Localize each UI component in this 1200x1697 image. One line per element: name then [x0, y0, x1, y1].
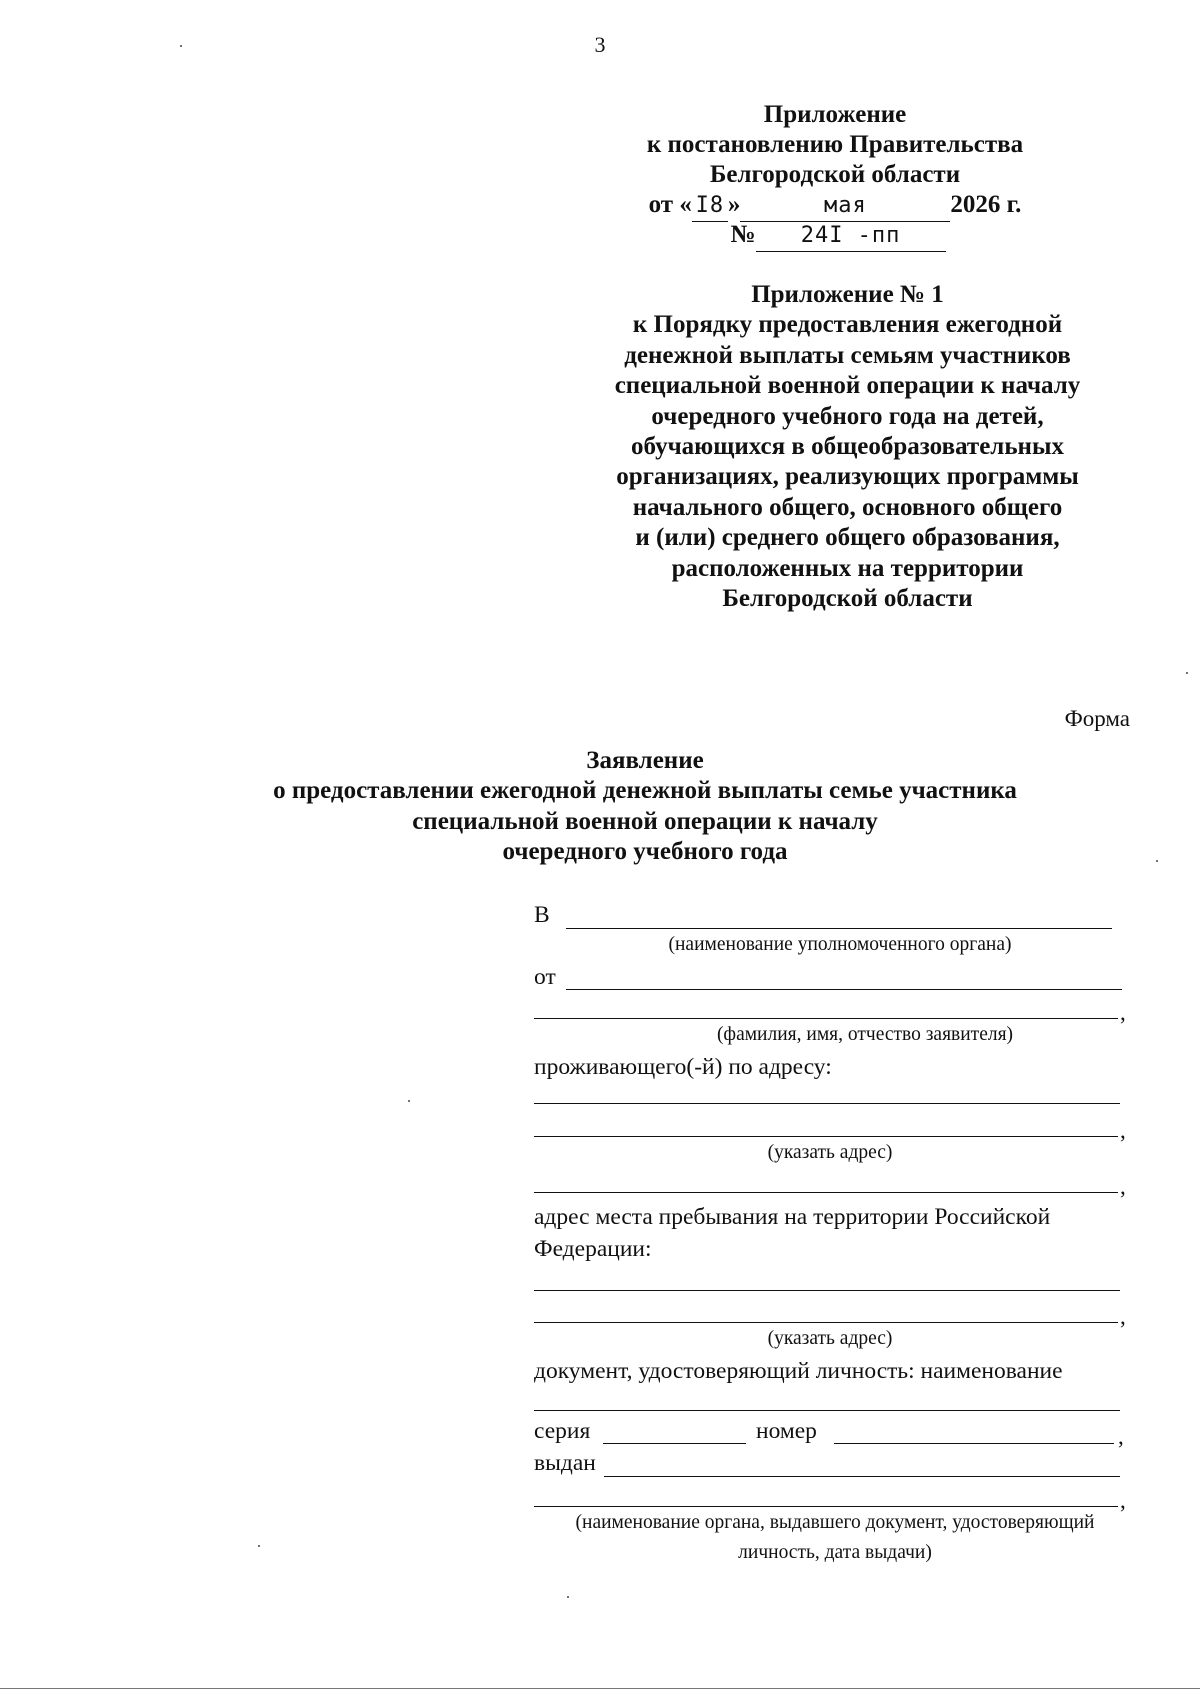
from-comma: , [1120, 1000, 1126, 1025]
statement-line: о предоставлении ежегодной денежной выплаты семье участника [273, 777, 1017, 805]
appendix-line: очередного учебного года на детей, [651, 402, 1044, 430]
scan-speck [180, 45, 182, 47]
id-document-label: документ, удостоверяющий личность: наименование [534, 1358, 1063, 1384]
document-number-field[interactable] [834, 1443, 1114, 1444]
appendix-line: Белгородской области [722, 585, 973, 613]
statement-title: Заявление [586, 747, 704, 774]
date-day-field: I8 [692, 191, 728, 222]
scan-speck [567, 1596, 569, 1598]
appendix-line: денежной выплаты семьям участников [624, 341, 1071, 369]
residence-label: проживающего(-й) по адресу: [534, 1054, 832, 1080]
stay-address-field-2[interactable] [534, 1322, 1118, 1323]
appendix-line: специальной военной операции к началу [614, 372, 1081, 400]
issued-by-field-2[interactable] [534, 1506, 1118, 1507]
decree-header [560, 100, 1110, 250]
issued-comma: , [1120, 1488, 1126, 1513]
issued-caption-line-1: (наименование органа, выдавшего документ, удостоверяющий [575, 1512, 1095, 1533]
issued-label: выдан [534, 1450, 596, 1476]
statement-title-block [200, 746, 1090, 868]
header-date-line [560, 190, 1110, 220]
appendix-1-block [575, 280, 1120, 614]
appendix-line: к Порядку предоставления ежегодной [632, 311, 1063, 339]
scan-speck [1186, 672, 1188, 674]
scan-speck [258, 1545, 260, 1547]
date-month-field: мая [740, 191, 950, 222]
scan-speck [1156, 860, 1158, 862]
stay-caption: (указать адрес) [767, 1328, 893, 1349]
residence-comma: , [1120, 1118, 1126, 1143]
stay-comma: , [1120, 1304, 1126, 1329]
series-label: серия [534, 1418, 591, 1444]
residence-address-field-2[interactable] [534, 1136, 1118, 1137]
appendix-line: и (или) среднего общего образования, [635, 524, 1060, 552]
stay-label-line-1: адрес места пребывания на территории Российской [534, 1204, 1051, 1230]
stay-address-field-1[interactable] [534, 1290, 1120, 1291]
residence-comma-2: , [1120, 1174, 1126, 1199]
statement-line: очередного учебного года [502, 838, 788, 866]
issued-by-field[interactable] [604, 1476, 1120, 1477]
appendix-line: организациях, реализующих программы [616, 463, 1079, 491]
number-comma: , [1118, 1424, 1124, 1449]
residence-address-field-3[interactable] [534, 1192, 1118, 1193]
to-authority-caption: (наименование уполномоченного органа) [668, 934, 1012, 955]
from-prefix: от [534, 964, 556, 990]
scan-speck [408, 1100, 410, 1102]
date-prefix: от « [648, 191, 692, 218]
from-name-field[interactable] [566, 989, 1122, 990]
appendix-line: начального общего, основного общего [632, 493, 1063, 521]
id-document-name-field[interactable] [534, 1410, 1120, 1411]
header-title: Приложение [763, 101, 907, 128]
header-line-2: к постановлению Правительства [646, 131, 1024, 158]
series-field[interactable] [603, 1443, 746, 1444]
date-year: 2026 г. [950, 191, 1022, 218]
to-prefix: В [534, 902, 550, 928]
page-number: 3 [594, 32, 606, 57]
to-authority-field[interactable] [566, 928, 1112, 929]
from-name-field-2[interactable] [534, 1018, 1118, 1019]
residence-address-field-1[interactable] [534, 1103, 1120, 1104]
date-quote-close: » [727, 191, 741, 218]
header-number-line [560, 220, 1110, 250]
appendix-title: Приложение № 1 [751, 281, 944, 308]
number-field: 24I -пп [756, 221, 946, 252]
appendix-line: расположенных на территории [671, 554, 1024, 582]
residence-caption: (указать адрес) [767, 1142, 893, 1163]
stay-label-line-2: Федерации: [534, 1236, 652, 1262]
appendix-line: обучающихся в общеобразовательных [631, 433, 1064, 461]
number-label: номер [756, 1418, 817, 1444]
form-label: Форма [1064, 706, 1130, 731]
statement-line: специальной военной операции к началу [412, 807, 878, 835]
issued-caption-line-2: личность, дата выдачи) [738, 1542, 932, 1563]
number-prefix: № [730, 221, 756, 248]
header-line-3: Белгородской области [709, 161, 961, 188]
page-bottom-edge [0, 1688, 1200, 1689]
from-name-caption: (фамилия, имя, отчество заявителя) [716, 1024, 1014, 1045]
